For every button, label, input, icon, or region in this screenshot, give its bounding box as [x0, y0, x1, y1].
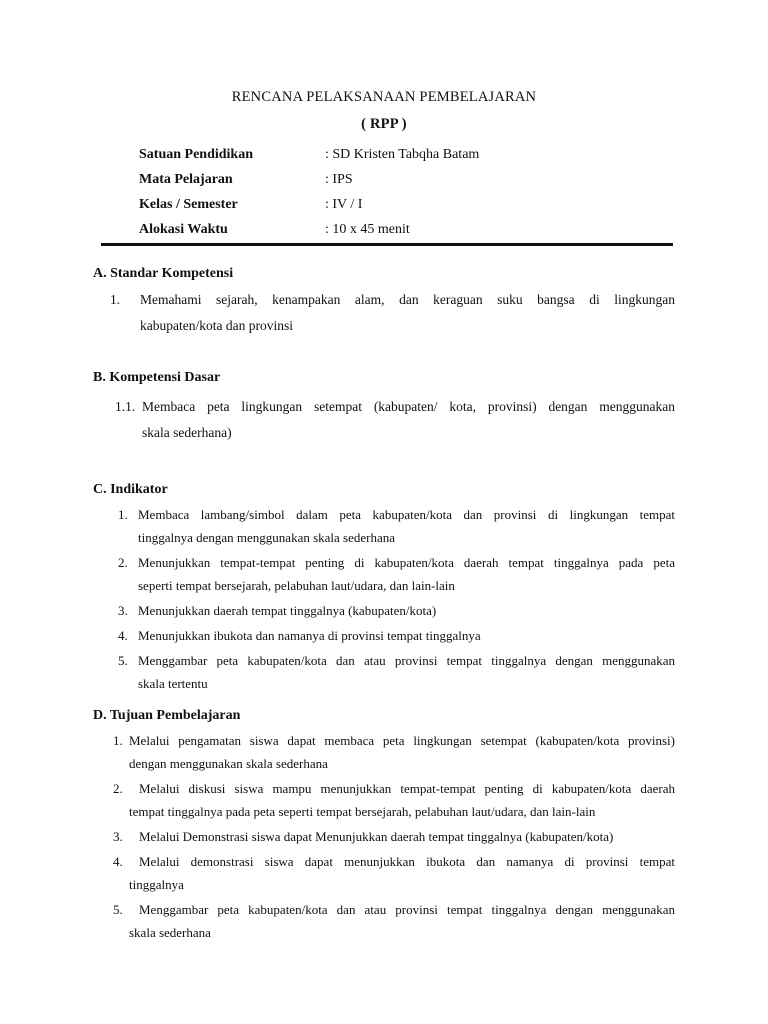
list-item [118, 624, 675, 647]
section-heading-tujuan-pembelajaran: D. Tujuan Pembelajaran [93, 708, 241, 723]
tujuan-list [113, 729, 675, 946]
list-item-line: skala sederhana) [142, 425, 232, 440]
list-item [113, 898, 675, 944]
list-item-line: tempat tinggalnya pada peta seperti tempat bersejarah, pelabuhan laut/udara, dan lain-lain [129, 804, 596, 819]
list-item-line: seperti tempat bersejarah, pelabuhan laut/udara, dan lain-lain [138, 578, 455, 593]
section-heading-standar-kompetensi: A. Standar Kompetensi [93, 266, 234, 281]
list-item-text [142, 394, 675, 446]
list-item-line: Melalui demonstrasi siswa dapat menunjukkan ibukota dan namanya di provinsi tempat [139, 854, 675, 869]
list-item-number: 3. [118, 603, 128, 618]
list-item-line: Membaca peta lingkungan setempat (kabupaten/ kota, provinsi) dengan menggunakan [142, 399, 675, 414]
list-item-number: 5. [118, 653, 128, 668]
list-item-line: Menunjukkan daerah tempat tinggalnya (kabupaten/kota) [138, 603, 437, 618]
info-value: : IV / I [325, 196, 363, 212]
list-item-number: 1. [118, 507, 128, 522]
list-item [113, 777, 675, 823]
list-item-number: 1. [110, 292, 121, 307]
list-item-number: 3. [113, 829, 123, 844]
info-row [139, 167, 639, 192]
list-item [118, 649, 675, 695]
list-item-number: 1. [113, 733, 123, 748]
list-item-line: Memahami sejarah, kenampakan alam, dan keraguan suku bangsa di lingkungan [140, 292, 675, 307]
document-title: RENCANA PELAKSANAAN PEMBELAJARAN [231, 89, 537, 105]
list-item-number: 2. [118, 555, 128, 570]
list-item-line: Melalui pengamatan siswa dapat membaca peta lingkungan setempat (kabupaten/kota provinsi) [129, 733, 675, 748]
list-item-text [129, 898, 675, 944]
info-row [139, 142, 639, 167]
list-item-number: 4. [118, 628, 128, 643]
list-item [118, 503, 675, 549]
list-item-text [138, 599, 675, 622]
info-label: Mata Pelajaran [139, 171, 233, 187]
list-item-number: 5. [113, 902, 123, 917]
list-item-text [140, 287, 675, 339]
list-item-line: Membaca lambang/simbol dalam peta kabupaten/kota dan provinsi di lingkungan tempat [138, 507, 675, 522]
list-item-text [138, 503, 675, 549]
list-item-line: kabupaten/kota dan provinsi [140, 318, 293, 333]
header-divider [101, 243, 673, 246]
document-subtitle: ( RPP ) [361, 116, 407, 132]
list-item-line: tinggalnya [129, 877, 184, 892]
list-item-line: Menggambar peta kabupaten/kota dan atau provinsi tempat tinggalnya dengan menggunakan [139, 902, 675, 917]
list-item [118, 599, 675, 622]
list-item-text [129, 777, 675, 823]
list-item-line: Menunjukkan tempat-tempat penting di kabupaten/kota daerah tempat tinggalnya pada peta [138, 555, 675, 570]
list-item-line: skala sederhana [129, 925, 211, 940]
list-item-line: Menggambar peta kabupaten/kota dan atau provinsi tempat tinggalnya dengan menggunakan [138, 653, 675, 668]
list-item-line: tinggalnya dengan menggunakan skala sederhana [138, 530, 396, 545]
info-label: Satuan Pendidikan [139, 146, 253, 162]
info-value: : IPS [325, 171, 353, 187]
info-label: Alokasi Waktu [139, 221, 228, 237]
list-item-number: 1.1. [115, 399, 136, 414]
info-value: : SD Kristen Tabqha Batam [325, 146, 480, 162]
list-item [113, 729, 675, 775]
list-item [113, 850, 675, 896]
section-heading-indikator: C. Indikator [93, 482, 168, 497]
list-item-number: 2. [113, 781, 123, 796]
list-item-text [129, 825, 675, 848]
list-item-line: dengan menggunakan skala sederhana [129, 756, 328, 771]
info-row [139, 192, 639, 217]
list-item-line: Menunjukkan ibukota dan namanya di provinsi tempat tinggalnya [138, 628, 481, 643]
list-item-text [129, 729, 675, 775]
list-item-line: Melalui Demonstrasi siswa dapat Menunjukkan daerah tempat tinggalnya (kabupaten/kota) [139, 829, 614, 844]
section-heading-kompetensi-dasar: B. Kompetensi Dasar [93, 370, 221, 385]
indikator-list [118, 503, 675, 697]
list-item-number: 4. [113, 854, 123, 869]
list-item [118, 551, 675, 597]
info-value: : 10 x 45 menit [325, 221, 410, 237]
list-item-text [138, 649, 675, 695]
list-item-line: Melalui diskusi siswa mampu menunjukkan tempat-tempat penting di kabupaten/kota daerah [139, 781, 675, 796]
list-item-line: skala tertentu [138, 676, 208, 691]
list-item-text [138, 624, 675, 647]
info-row [139, 217, 639, 242]
list-item-text [129, 850, 675, 896]
info-label: Kelas / Semester [139, 196, 238, 212]
list-item [113, 825, 675, 848]
list-item-text [138, 551, 675, 597]
info-table [139, 142, 639, 242]
